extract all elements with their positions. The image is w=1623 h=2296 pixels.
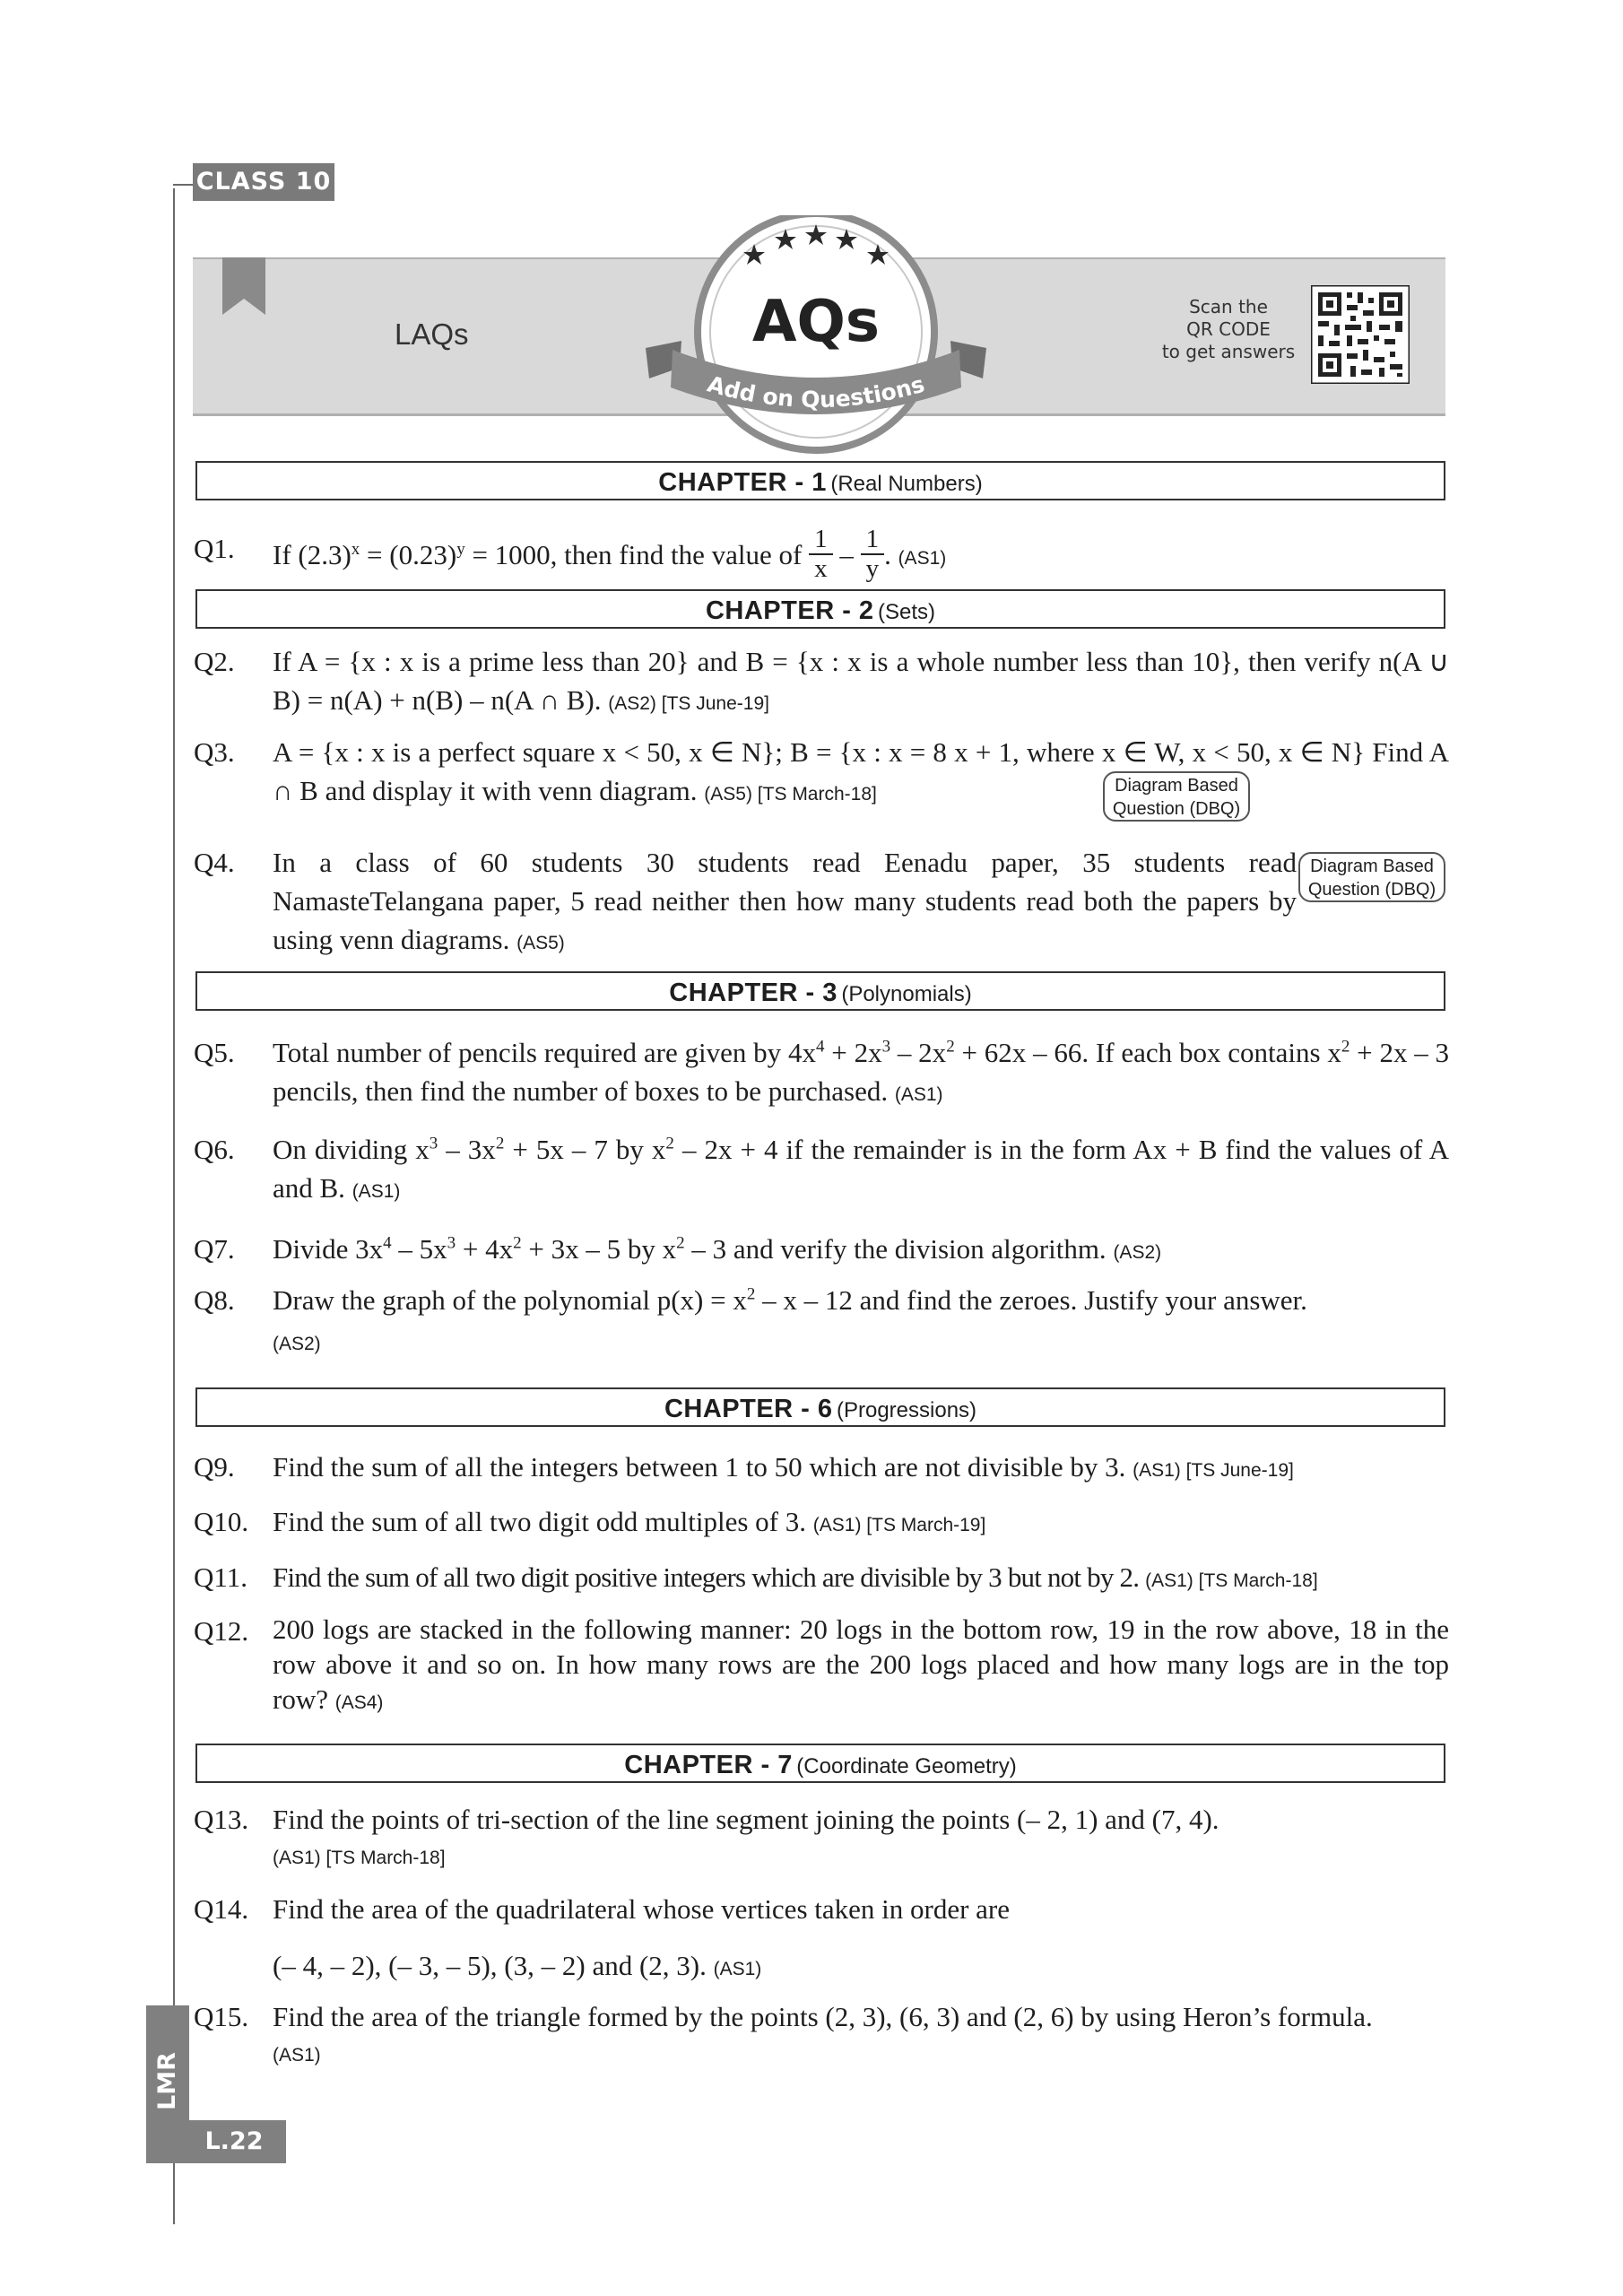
emblem-ribbon-text: Add on Questions bbox=[704, 370, 928, 413]
aqs-emblem bbox=[628, 215, 1004, 457]
question-tag: (AS1) [TS March-18] bbox=[273, 1848, 446, 1868]
question-number: Q5. bbox=[194, 1037, 235, 1068]
question-tag: (AS5) [TS March-18] bbox=[704, 784, 877, 804]
question-tag: (AS1) [TS March-18] bbox=[1145, 1570, 1318, 1591]
question-q2: Q2. If A = {x : x is a prime less than 20} and B = {x : x is a whole number less than 10}, then verify n(A ∪ B) = n(A) + n(B) – n(A ∩ B). (AS2) [TS June-19] bbox=[194, 642, 1449, 723]
question-number: Q6. bbox=[194, 1134, 235, 1165]
question-number: Q13. bbox=[194, 1804, 249, 1835]
margin-rule-top bbox=[173, 184, 195, 186]
question-number: Q15. bbox=[194, 2001, 249, 2032]
question-q15: Q15. Find the area of the triangle formed by the points (2, 3), (6, 3) and (2, 6) by using Heron’s formula. (AS1) bbox=[194, 1997, 1449, 2074]
chapter-subtitle: (Real Numbers) bbox=[830, 472, 983, 496]
side-label: LMR bbox=[153, 2052, 181, 2111]
chapter-6-heading bbox=[195, 1387, 1445, 1427]
question-tag: (AS1) bbox=[352, 1181, 401, 1202]
laqs-label: LAQs bbox=[395, 317, 469, 351]
emblem-title: AQs bbox=[751, 289, 881, 355]
scan-line-1: Scan the bbox=[1189, 296, 1268, 317]
question-tag: (AS5) bbox=[516, 933, 565, 953]
question-tag: (AS1) [TS March-19] bbox=[812, 1515, 986, 1535]
question-tag: (AS1) bbox=[713, 1959, 762, 1979]
chapter-subtitle: (Polynomials) bbox=[841, 982, 972, 1006]
question-number: Q3. bbox=[194, 736, 235, 768]
question-q6: Q6. On dividing $x^3 - 3x^2 + 5x - 7$ by $x^2 - 2x + 4$ if the remainder is in the form Ax + B find the values of A and B. (AS1) bbox=[194, 1130, 1449, 1211]
question-number: Q14. bbox=[194, 1893, 249, 1925]
class-label: CLASS 10 bbox=[193, 163, 334, 201]
question-number: Q8. bbox=[194, 1284, 235, 1316]
chapter-3-heading bbox=[195, 971, 1445, 1011]
chapter-7-heading bbox=[195, 1744, 1445, 1783]
question-number: Q4. bbox=[194, 847, 235, 878]
question-q13: Q13. Find the points of tri-section of the line segment joining the points (– 2, 1) and (7, 4). (AS1) [TS March-18] bbox=[194, 1800, 1449, 1877]
question-number: Q9. bbox=[194, 1451, 235, 1483]
question-number: Q12. bbox=[194, 1615, 249, 1647]
chapter-title: CHAPTER - 6 bbox=[664, 1395, 833, 1423]
question-tag: (AS1) bbox=[898, 548, 947, 570]
chapter-title: CHAPTER - 3 bbox=[669, 978, 838, 1007]
scan-line-2: QR CODE bbox=[1186, 318, 1271, 340]
chapter-subtitle: (Sets) bbox=[878, 600, 936, 624]
bookmark-icon bbox=[222, 257, 265, 315]
margin-rule bbox=[173, 188, 175, 2224]
question-tag: (AS2) bbox=[273, 1334, 321, 1354]
question-q11: Q11. Find the sum of all two digit positive integers which are divisible by 3 but not by 2. (AS1) [TS March-18] bbox=[194, 1558, 1449, 1600]
question-q1: Q1. If $(2.3)^x = (0.23)^y = 1000$, then find the value of $\frac{1}{x}$ – $\frac{1}{y}$ . (AS1) bbox=[194, 525, 947, 583]
question-number: Q10. bbox=[194, 1506, 249, 1537]
question-tag: (AS1) bbox=[273, 2045, 321, 2066]
question-q5: Q5. Total number of pencils required are given by $4x^4 + 2x^3 - 2x^2 + 62x - 66$. If each box contains $x^2 + 2x - 3$ pencils, then find the number of boxes to be purchased. (AS1) bbox=[194, 1033, 1449, 1114]
question-number: Q7. bbox=[194, 1233, 235, 1265]
question-q14: Q14. Find the area of the quadrilateral whose vertices taken in order are (– 4, – 2), (– 3, – 5), (3, – 2) and (2, 3). (AS1) bbox=[194, 1890, 1449, 1988]
scan-line-3: to get answers bbox=[1161, 341, 1296, 362]
question-tag: (AS4) bbox=[334, 1692, 384, 1713]
question-tag: (AS1) bbox=[894, 1084, 943, 1105]
chapter-title: CHAPTER - 2 bbox=[705, 596, 874, 625]
chapter-title: CHAPTER - 7 bbox=[624, 1751, 793, 1779]
chapter-subtitle: (Progressions) bbox=[836, 1398, 977, 1422]
question-q10: Q10. Find the sum of all two digit odd multiples of 3. (AS1) [TS March-19] bbox=[194, 1502, 1449, 1544]
question-q12: Q12. 200 logs are stacked in the following manner: 20 logs in the bottom row, 19 in the row above, 18 in the row above it and so on. In how many rows are the 200 logs placed and how many logs are in the top row? (AS4) bbox=[194, 1613, 1449, 1715]
question-q3: Q3. A = {x : x is a perfect square x < 50, x ∈ N}; B = {x : x = 8 x + 1, where x ∈ W, x < 50, x ∈ N} Find A ∩ B and display it with venn diagram. (AS5) [TS March-18] bbox=[194, 733, 1252, 813]
question-q8: Q8. Draw the graph of the polynomial $p(x) = x^2 - x - 12$ and find the zeroes. Justify your answer. (AS2) bbox=[194, 1281, 1449, 1363]
chapter-1-heading bbox=[195, 461, 1445, 500]
page-number: L.22 bbox=[146, 2120, 286, 2163]
chapter-2-heading bbox=[195, 589, 1445, 629]
scan-instructions bbox=[1152, 296, 1305, 363]
chapter-subtitle: (Coordinate Geometry) bbox=[796, 1754, 1017, 1779]
dbq-badge: Diagram Based Question (DBQ) bbox=[1103, 771, 1250, 822]
question-number: Q1. bbox=[194, 533, 235, 564]
qr-code-icon[interactable] bbox=[1311, 285, 1410, 384]
fraction-1-over-x: $\frac{1}{x}$ bbox=[809, 526, 833, 583]
question-q9: Q9. Find the sum of all the integers between 1 to 50 which are not divisible by 3. (AS1) [TS June-19] bbox=[194, 1448, 1449, 1490]
question-tag: (AS2) [TS June-19] bbox=[608, 693, 769, 714]
question-tag: (AS1) [TS June-19] bbox=[1133, 1460, 1294, 1481]
question-q4: Q4. In a class of 60 students 30 students read Eenadu paper, 35 students read NamasteTelangana paper, 5 read neither then how many students read both the papers by using venn diagrams. (AS5) bbox=[194, 843, 1297, 962]
dbq-badge: Diagram Based Question (DBQ) bbox=[1298, 852, 1445, 902]
question-number: Q11. bbox=[194, 1561, 247, 1593]
question-number: Q2. bbox=[194, 646, 235, 677]
fraction-1-over-y: $\frac{1}{y}$ bbox=[861, 526, 885, 583]
question-tag: (AS2) bbox=[1113, 1242, 1162, 1263]
question-q7: Q7. Divide $3x^4 - 5x^3 + 4x^2 + 3x - 5$ by $x^2 - 3$ and verify the division algorithm. (AS2) bbox=[194, 1230, 1449, 1272]
chapter-title: CHAPTER - 1 bbox=[658, 468, 827, 497]
